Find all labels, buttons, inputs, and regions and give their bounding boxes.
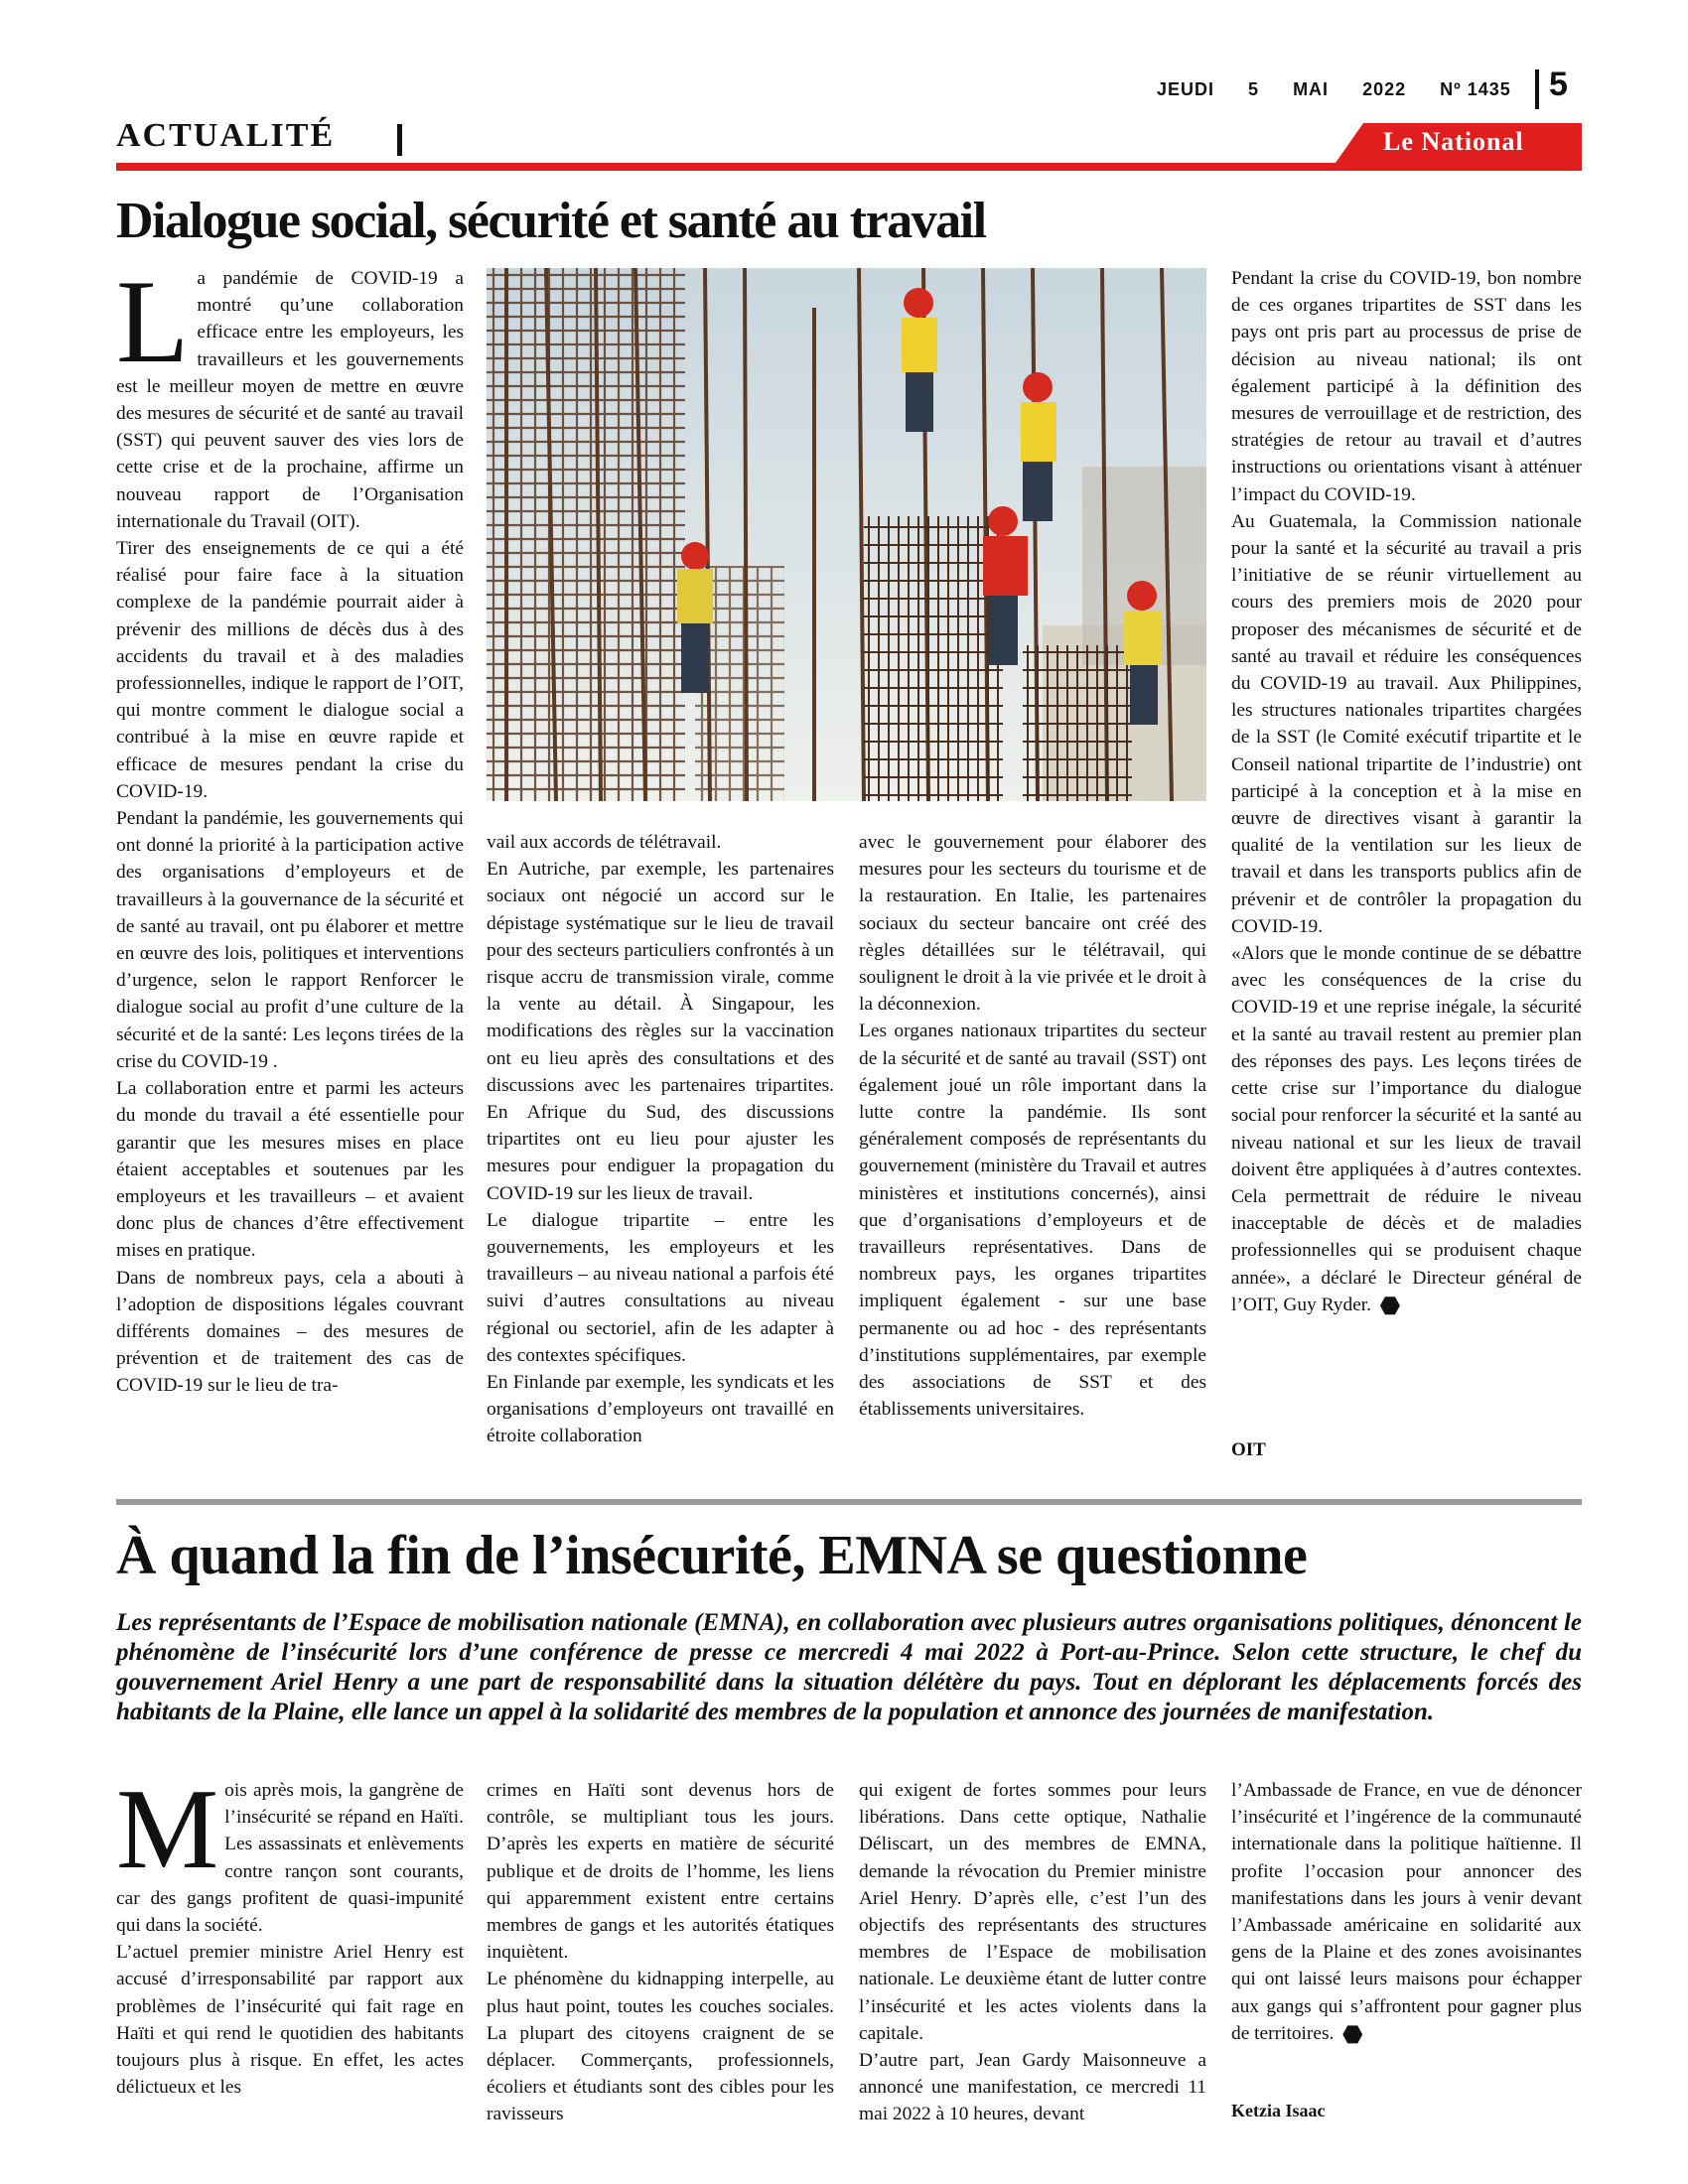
page-number-divider	[1535, 69, 1539, 109]
article2-paragraph: Le phénomène du kidnapping interpelle, au plus haut point, toutes les couches sociales. La plupart des citoyens craignent de se déplacer. Commerçants, professionnels, écoliers et étudiants sont des cibles pour les ravisseurs	[487, 1969, 834, 2125]
article1-paragraph: Pendant la pandémie, les gouvernements qui ont donné la priorité à la participation active des organisations d’employeurs et de travailleurs à la gouvernance de la sécurité et de santé au travail, ont pu élaborer et mettre en œuvre des lois, politiques et interventions d’urgence, selon le rapport Renforcer le dialogue social au profit d’une culture de la sécurité et de la santé: Les leçons tirées de la crise du COVID-19 .	[116, 808, 464, 1072]
article2-column-4	[1231, 1777, 1582, 2047]
hexagon-end-mark-icon	[1342, 2024, 1362, 2044]
article1-dropcap: L	[116, 255, 190, 387]
article1-column-2	[487, 829, 834, 1450]
article2-paragraph: l’Ambassade de France, en vue de dénoncer l’insécurité et l’ingérence de la communauté internationale dans la politique haïtienne. Il profite l’occasion pour annoncer des manifestations dans les jours à venir devant l’Ambassade américaine en solidarité aux gens de la Plaine et des zones avoisinantes qui ont laissé leurs maisons pour échapper aux gangs qui s’affrontent pour gagner plus de territoires.	[1231, 1780, 1582, 2044]
article1-paragraph: Au Guatemala, la Commission nationale pour la santé et la sécurité au travail a pris l’initiative de se réunir virtuellement au cours des premiers mois de 2020 pour proposer des mécanismes de sécurité et de santé au travail et réduire les conséquences du COVID-19 au travail. Aux Philippines, les structures nationales tripartites chargées de la SST (le Comité exécutif tripartite et le Conseil national tripartite de l’industrie) ont participé à la conception et à la mise en œuvre de directives visant à garantir la qualité de la ventilation sur les lieux de travail et dans les transports publics afin de prévenir et de contrôler la propagation du COVID-19.	[1231, 510, 1582, 937]
issue-month: MAI	[1293, 79, 1330, 99]
article1-paragraph: Le dialogue tripartite – entre les gouvernements, les employeurs et les travailleurs – au niveau national a parfois été suivi d’autres consultations au niveau régional ou sectoriel, afin de les adapter à des contextes spécifiques.	[487, 1209, 834, 1366]
section-divider	[397, 124, 402, 156]
article1-paragraph: En Autriche, par exemple, les partenaires sociaux ont négocié un accord sur le dépistage systématique sur le lieu de travail pour des secteurs particuliers confrontés à un risque accru de transmission virale, comme la vente au détail. À Singapour, les modifications des règles sur la vaccination ont eu lieu après des consultations et des discussions avec les partenaires tripartites. En Afrique du Sud, des discussions tripartites ont eu lieu pour ajuster les mesures pour endiguer la propagation du COVID-19 sur les lieux de travail.	[487, 859, 834, 1204]
issue-number: Nº 1435	[1440, 79, 1511, 99]
article2-lead: Les représentants de l’Espace de mobilisation nationale (EMNA), en collaboration avec plusieurs autres organisations politiques, dénoncent le phénomène de l’insécurité lors d’une conférence de presse ce mercredi 4 mai 2022 à Port-au-Prince. Selon cette structure, le chef du gouvernement Ariel Henry a une part de responsabilité dans la situation délétère du pays. Tout en déplorant les déplacements forcés des habitants de la Plaine, elle lance un appel à la solidarité des membres de la population et annonce des journées de manifestation.	[116, 1609, 1582, 1725]
issue-date-num: 5	[1248, 79, 1260, 99]
hexagon-end-mark-icon	[1380, 1296, 1400, 1315]
article2-dropcap: M	[116, 1766, 219, 1893]
page-number: 5	[1549, 66, 1568, 103]
article2-paragraph: qui exigent de fortes sommes pour leurs libérations. Dans cette optique, Nathalie Déliscart, un des membres de EMNA, demande la révocation du Premier ministre Ariel Henry. D’après elle, c’est l’un des objectifs des représentants des structures membres de l’Espace de mobilisation nationale. Le deuxième étant de lutter contre l’insécurité et les actes violents dans la capitale.	[859, 1780, 1206, 2044]
issue-day: JEUDI	[1157, 79, 1215, 99]
article2-column-3	[859, 1777, 1206, 2128]
article1-paragraph: a pandémie de COVID-19 a montré qu’une collaboration efficace entre les employeurs, les travailleurs et les gouvernements est le meilleur moyen de mettre en œuvre des mesures de sécurité et de santé au travail (SST) qui peuvent sauver des vies lors de cette crise et de la prochaine, affirme un nouveau rapport de l’Organisation internationale du Travail (OIT).	[116, 268, 464, 532]
article1-paragraph: Les organes nationaux tripartites du secteur de la sécurité et de santé au travail (SST) ont également joué un rôle important dans la lutte contre la pandémie. Ils sont généralement composés de représentants du gouvernement (ministère du Travail et autres ministères et institutions concernés), ainsi que d’organisations d’employeurs et de travailleurs représentatives. Dans de nombreux pays, les organes tripartites impliquent également - sur une base permanente ou ad hoc - des représentants d’institutions supplémentaires, par exemple des associations de SST et des établissements universitaires.	[859, 1021, 1206, 1421]
article2-paragraph: D’autre part, Jean Gardy Maisonneuve a annoncé une manifestation, ce mercredi 11 mai 2022 à 10 heures, devant	[859, 2050, 1206, 2125]
issue-year: 2022	[1362, 79, 1407, 99]
article1-column-1	[116, 255, 464, 1400]
section-label: ACTUALITÉ	[116, 117, 336, 154]
article1-paragraph: Dans de nombreux pays, cela a abouti à l’adoption de dispositions légales couvrant différents domaines – des mesures de prévention et de traitement des cas de COVID-19 sur le lieu de tra-	[116, 1267, 464, 1397]
article2-headline: À quand la fin de l’insécurité, EMNA se questionne	[116, 1525, 1308, 1586]
header-red-rule	[116, 163, 1582, 171]
article2-paragraph: L’actuel premier ministre Ariel Henry est accusé d’irresponsabilité par rapport aux problèmes de l’insécurité qui fait rage en Haïti et qui rend le quotidien des habitants toujours plus à risque. En effet, les actes délictueux et les	[116, 1942, 464, 2099]
issue-date-line	[1157, 79, 1539, 100]
article1-headline: Dialogue social, sécurité et santé au travail	[116, 193, 986, 249]
article2-column-1	[116, 1766, 464, 2101]
article1-paragraph: avec le gouvernement pour élaborer des mesures pour les secteurs du tourisme et de la restauration. En Italie, les partenaires sociaux du secteur bancaire ont créé des règles détaillées sur le télétravail, qui soulignent le droit à la vie privée et le droit à la déconnexion.	[859, 832, 1206, 1016]
article-separator-rule	[116, 1499, 1582, 1505]
article1-paragraph: vail aux accords de télétravail.	[487, 832, 722, 853]
article1-paragraph: En Finlande par exemple, les syndicats et les organisations d’employeurs ont travaillé en étroite collaboration	[487, 1372, 834, 1447]
article1-paragraph: La collaboration entre et parmi les acteurs du monde du travail a été essentielle pour garantir que les mesures mises en place étaient acceptables et soutenues par les employeurs et les travailleurs – et avaient donc plus de chances d’être effectivement mises en pratique.	[116, 1078, 464, 1262]
article1-paragraph: Pendant la crise du COVID-19, bon nombre de ces organes tripartites de SST dans les pays ont pris part au processus de prise de décision au niveau national; ils ont également participé à la définition des mesures de verrouillage et de restriction, des stratégies de retour au travail et d’autres instructions ou orientations visant à atténuer l’impact du COVID-19.	[1231, 268, 1582, 505]
brand-name: Le National	[1383, 127, 1524, 156]
article1-column-4	[1231, 265, 1582, 1318]
article1-byline: OIT	[1231, 1439, 1266, 1460]
article1-paragraph: «Alors que le monde continue de se débattre avec les conséquences de la crise du COVID-19 et une reprise inégale, la sécurité et la santé au travail restent au premier plan des réponses des pays. Les leçons tirées de cette crise sur l’importance du dialogue social pour renforcer la sécurité et la santé au niveau national et sur les lieux de travail doivent être appliquées à d’autres contextes. Cela permettrait de réduire le niveau inacceptable de décès et de maladies professionnelles qui se produisent chaque année», a déclaré le Directeur général de l’OIT, Guy Ryder.	[1231, 943, 1582, 1315]
construction-workers-photo	[487, 268, 1206, 801]
article2-byline: Ketzia Isaac	[1231, 2101, 1326, 2120]
article2-paragraph: crimes en Haïti sont devenus hors de contrôle, se multipliant tous les jours. D’après les experts en matière de sécurité publique et de droits de l’homme, les liens qui apparemment existent entre certains membres de gangs et les autorités étatiques inquiètent.	[487, 1780, 834, 1964]
article2-column-2	[487, 1777, 834, 2128]
article2-paragraph: ois après mois, la gangrène de l’insécurité se répand en Haïti. Les assassinats et enlèvements contre rançon sont courants, car des gangs profitent de quasi-impunité qui dans la société.	[116, 1780, 464, 1937]
article1-column-3	[859, 829, 1206, 1423]
article1-paragraph: Tirer des enseignements de ce qui a été réalisé pour faire face à la situation complexe de la pandémie pourrait aider à prévenir des millions de décès dus à des accidents du travail et à des maladies professionnelles, indique le rapport de l’OIT, qui montre comment le dialogue social a contribué à la mise en œuvre rapide et efficace de mesures pendant la crise du COVID-19.	[116, 538, 464, 802]
